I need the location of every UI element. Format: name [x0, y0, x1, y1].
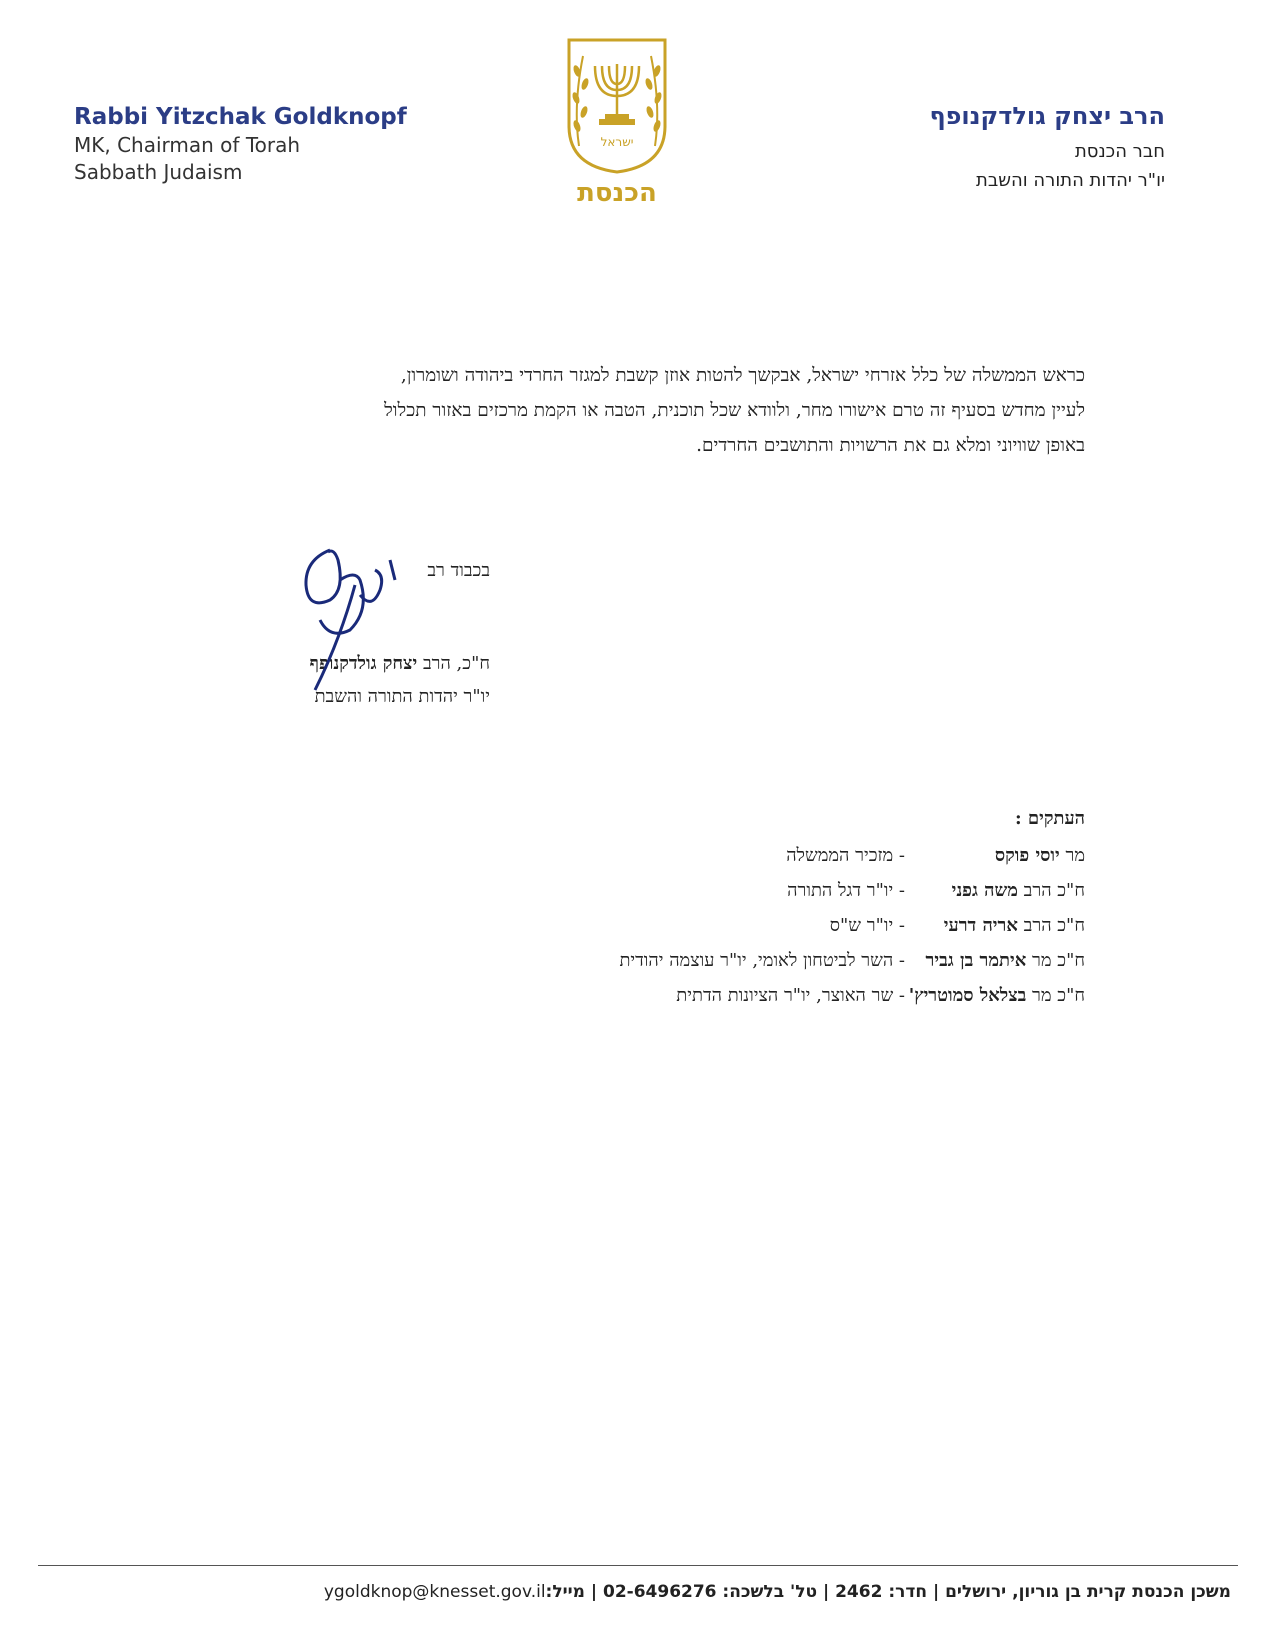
handwritten-signature: [300, 540, 410, 700]
body-line: כראש הממשלה של כלל אזרחי ישראל, אבקשך להטות אוזן קשבת למגזר החרדי ביהודה ושומרון,: [400, 365, 1085, 386]
cc-row: [786, 845, 1085, 866]
cc-prefix: מר: [1065, 845, 1085, 866]
signer-name: יצחק גולדקנופף: [309, 653, 418, 674]
hebrew-name: הרב יצחק גולדקנופף: [929, 102, 1165, 130]
body-line: לעיין מחדש בסעיף זה טרם אישורו מחר, ולוודא שכל תוכנית, הטבה או הקמת מרכזים באזור תכלול: [384, 400, 1085, 421]
cc-name: משה גפני: [951, 880, 1018, 901]
footer-divider: [38, 1565, 1238, 1566]
body-line: באופן שוויוני ומלא גם את הרשויות והתושבים החרדים.: [696, 435, 1085, 456]
cc-prefix: ח"כ מר: [1032, 950, 1085, 971]
cc-prefix: ח"כ מר: [1032, 985, 1085, 1006]
closing-greeting: בכבוד רב: [427, 560, 490, 581]
cc-role: - שר האוצר, יו"ר הציונות הדתית: [676, 985, 905, 1006]
footer-contact: [324, 1582, 1231, 1602]
cc-role: - מזכיר הממשלה: [786, 845, 905, 866]
cc-role: - יו"ר דגל התורה: [787, 880, 905, 901]
english-title-line-2: Sabbath Judaism: [74, 160, 243, 184]
cc-name: אריה דרעי: [943, 915, 1018, 936]
cc-name: בצלאל סמוטריץ': [908, 985, 1027, 1006]
hebrew-title-line-2: יו"ר יהדות התורה והשבת: [976, 170, 1165, 191]
cc-prefix: ח"כ הרב: [1023, 880, 1085, 901]
emblem-inscription: ישראל: [600, 135, 634, 149]
signer-prefix: ח"כ, הרב: [422, 653, 490, 674]
cc-row: [830, 915, 1085, 936]
cc-role: - יו"ר ש"ס: [829, 915, 905, 936]
english-name: Rabbi Yitzchak Goldknopf: [74, 104, 407, 130]
cc-title: העתקים :: [1014, 808, 1085, 829]
knesset-wordmark: הכנסת: [577, 178, 657, 208]
english-title-line-1: MK, Chairman of Torah: [74, 133, 301, 157]
cc-name: יוסי פוקס: [994, 845, 1060, 866]
signer-title: יו"ר יהדות התורה והשבת: [314, 686, 490, 707]
footer-email-link[interactable]: ygoldknop@knesset.gov.il: [323, 1582, 546, 1602]
hebrew-title-line-1: חבר הכנסת: [1074, 141, 1165, 162]
cc-prefix: ח"כ הרב: [1023, 915, 1085, 936]
knesset-emblem-icon: [565, 36, 669, 176]
cc-name: איתמר בן גביר: [925, 950, 1027, 971]
letter-body: [185, 358, 1085, 463]
cc-row: [676, 985, 1085, 1006]
cc-role: - השר לביטחון לאומי, יו"ר עוצמה יהודית: [619, 950, 905, 971]
footer-address: משכן הכנסת קרית בן גוריון, ירושלים | חדר: 2462 | טל' בלשכה: 02-6496276 | מייל:: [545, 1582, 1231, 1602]
cc-row: [619, 950, 1085, 971]
cc-row: [787, 880, 1085, 901]
